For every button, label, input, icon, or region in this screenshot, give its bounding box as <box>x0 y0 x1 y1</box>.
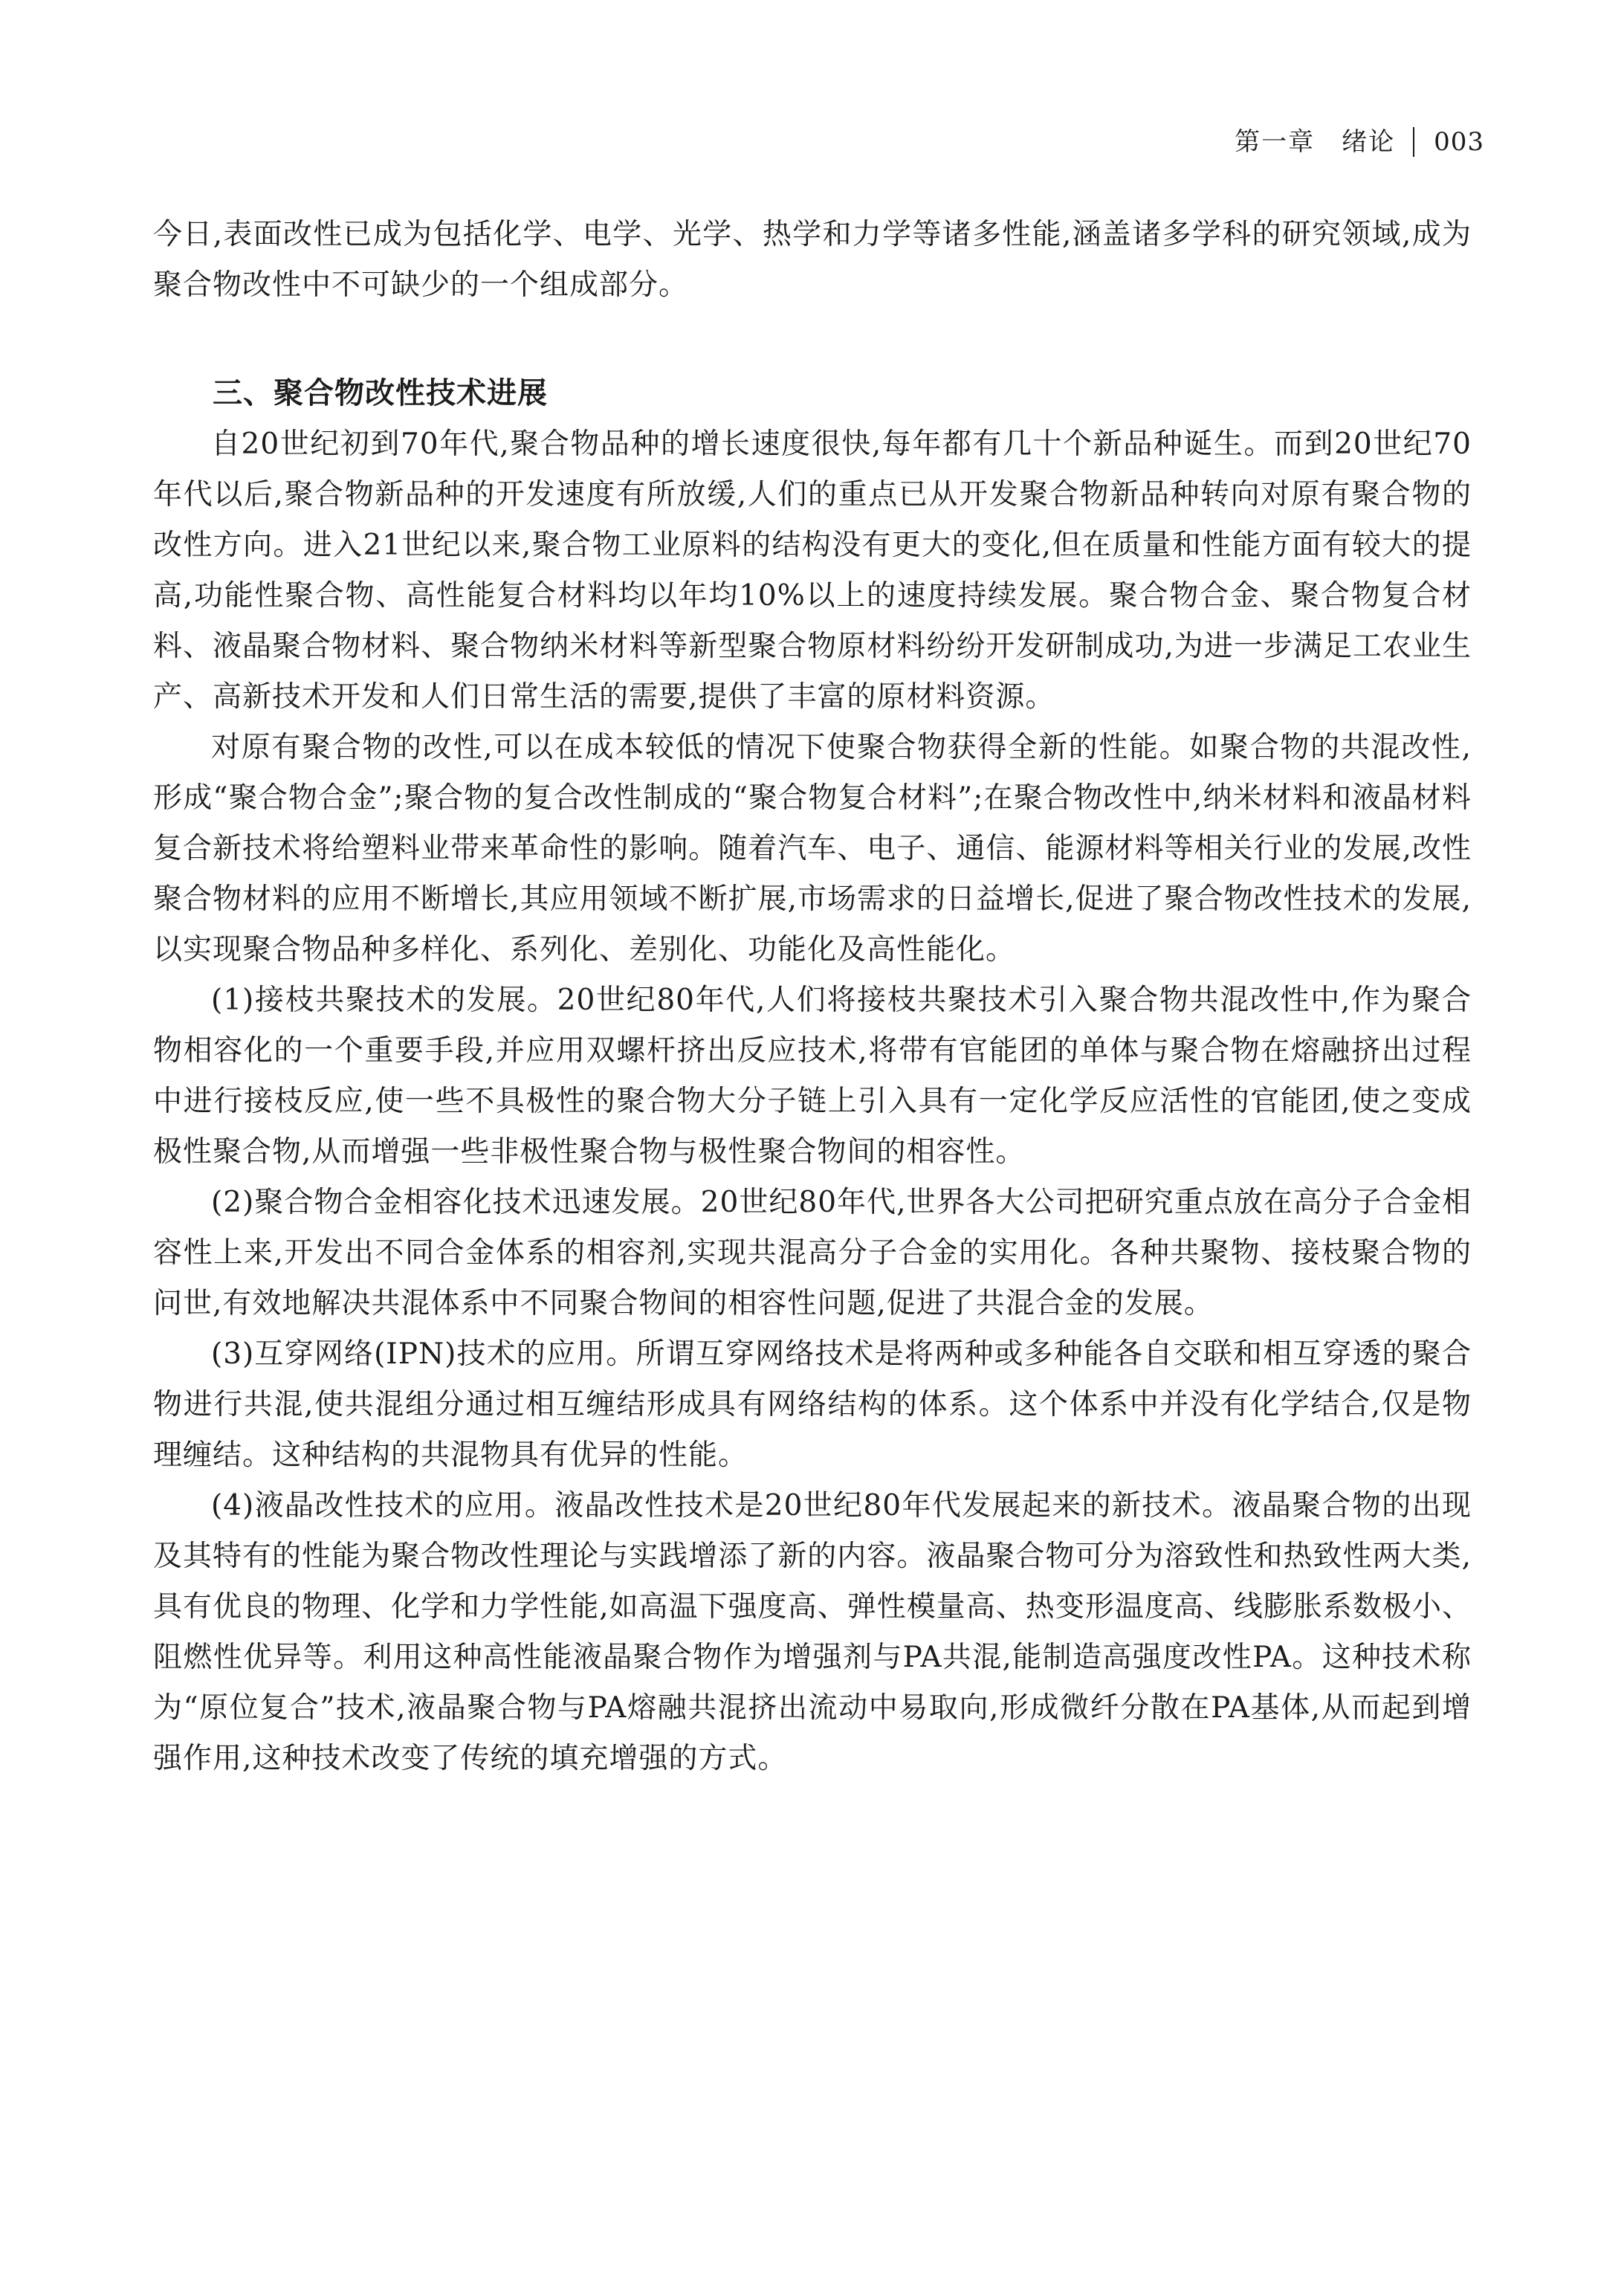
body-paragraph: (1)接枝共聚技术的发展。20世纪80年代,人们将接枝共聚技术引入聚合物共混改性中,作为聚合物相容化的一个重要手段,并应用双螺杆挤出反应技术,将带有官能团的单体与聚合物在熔融挤出过程中进行接枝反应,使一些不具极性的聚合物大分子链上引入具有一定化学反应活性的官能团,使之变成极性聚合物,从而增强一些非极性聚合物与极性聚合物间的相容性。 <box>153 984 1472 1169</box>
body-paragraph: (3)互穿网络(IPN)技术的应用。所谓互穿网络技术是将两种或多种能各自交联和相互穿透的聚合物进行共混,使共混组分通过相互缠结形成具有网络结构的体系。这个体系中并没有化学结合,仅是物理缠结。这种结构的共混物具有优异的性能。 <box>153 1337 1472 1472</box>
body-paragraph: 对原有聚合物的改性,可以在成本较低的情况下使聚合物获得全新的性能。如聚合物的共混改性,形成“聚合物合金”;聚合物的复合改性制成的“聚合物复合材料”;在聚合物改性中,纳米材料和液晶材料复合新技术将给塑料业带来革命性的影响。随着汽车、电子、通信、能源材料等相关行业的发展,改性聚合物材料的应用不断增长,其应用领域不断扩展,市场需求的日益增长,促进了聚合物改性技术的发展,以实现聚合物品种多样化、系列化、差别化、功能化及高性能化。 <box>153 731 1472 966</box>
intro-paragraph: 今日,表面改性已成为包括化学、电学、光学、热学和力学等诸多性能,涵盖诸多学科的研究领域,成为聚合物改性中不可缺少的一个组成部分。 <box>153 218 1472 302</box>
header-separator <box>1413 127 1414 157</box>
running-header <box>1235 125 1484 159</box>
page-number: 003 <box>1434 127 1484 157</box>
body-paragraph: (4)液晶改性技术的应用。液晶改性技术是20世纪80年代发展起来的新技术。液晶聚合物的出现及其特有的性能为聚合物改性理论与实践增添了新的内容。液晶聚合物可分为溶致性和热致性两大类,具有优良的物理、化学和力学性能,如高温下强度高、弹性模量高、热变形温度高、线膨胀系数极小、阻燃性优异等。利用这种高性能液晶聚合物作为增强剂与PA共混,能制造高强度改性PA。这种技术称为“原位复合”技术,液晶聚合物与PA熔融共混挤出流动中易取向,形成微纤分散在PA基体,从而起到增强作用,这种技术改变了传统的填充增强的方式。 <box>153 1489 1472 1775</box>
body-paragraph: (2)聚合物合金相容化技术迅速发展。20世纪80年代,世界各大公司把研究重点放在高分子合金相容性上来,开发出不同合金体系的相容剂,实现共混高分子合金的实用化。各种共聚物、接枝聚合物的问世,有效地解决共混体系中不同聚合物间的相容性问题,促进了共混合金的发展。 <box>153 1186 1472 1320</box>
body-paragraph: 自20世纪初到70年代,聚合物品种的增长速度很快,每年都有几十个新品种诞生。而到20世纪70年代以后,聚合物新品种的开发速度有所放缓,人们的重点已从开发聚合物新品种转向对原有聚合物的改性方向。进入21世纪以来,聚合物工业原料的结构没有更大的变化,但在质量和性能方面有较大的提高,功能性聚合物、高性能复合材料均以年均10%以上的速度持续发展。聚合物合金、聚合物复合材料、液晶聚合物材料、聚合物纳米材料等新型聚合物原材料纷纷开发研制成功,为进一步满足工农业生产、高新技术开发和人们日常生活的需要,提供了丰富的原材料资源。 <box>153 427 1472 714</box>
chapter-title: 第一章 绪论 <box>1235 127 1396 157</box>
section-heading: 三、聚合物改性技术进展 <box>213 375 548 410</box>
page-body <box>153 210 1472 1784</box>
